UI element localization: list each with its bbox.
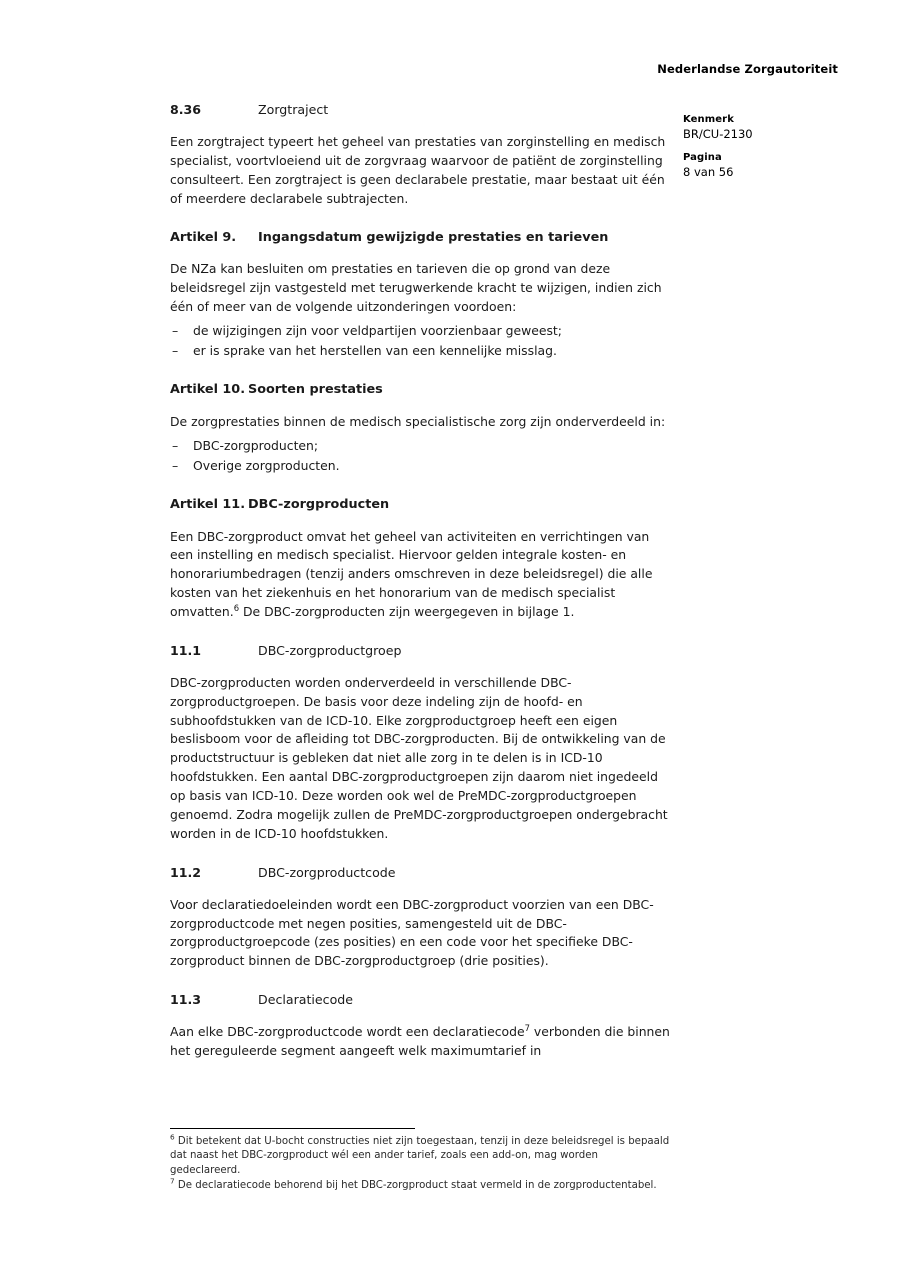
article-11-title: DBC-zorgproducten [248,497,390,513]
article-11-paragraph [170,528,670,622]
article-10-list [170,437,670,476]
section-title: DBC-zorgproductcode [258,864,396,880]
section-number: 11.2 [170,864,202,880]
article-11-text-part1: Een DBC-zorgproduct omvat het geheel van activiteiten en verrichtingen van een instelling en medisch specialist. Hiervoor gelden integrale kosten- en honorariumbedragen (tenzij anders omschreven in deze beleidsregel) die alle kosten van het ziekenhuis en het honorarium van de medisch specialist omvatten. [170,528,653,619]
list-item: – er is sprake van het herstellen van een kennelijke misslag. [170,342,670,361]
document-meta [683,113,863,180]
section-number: 11.1 [170,642,202,658]
footnote-7-marker: 7 [170,1177,175,1187]
article-10-heading [170,380,670,399]
footnote-6-text: Dit betekent dat U-bocht constructies niet zijn toegestaan, tenzij in deze beleidsregel is bepaald dat naast het DBC-zorgproduct wél een ander tarief, zoals een add-on, mag worden gedeclareerd. [170,1136,670,1176]
article-9-heading [170,228,670,247]
section-11-2-paragraph: Voor declaratiedoeleinden wordt een DBC-zorgproduct voorzien van een DBC-zorgproductcode met negen posities, samengesteld uit de DBC-zorgproductgroepcode (zes posities) en een code voor het specifieke DBC-zorgproduct binnen de DBC-zorgproductgroep (drie posities). [170,896,654,969]
article-9-paragraph: De NZa kan besluiten om prestaties en tarieven die op grond van deze beleidsregel zijn vastgesteld met terugwerkende kracht te wijzigen, indien zich één of meer van de volgende uitzonderingen voordoen: [170,260,662,314]
section-11-3-text-part1: Aan elke DBC-zorgproductcode wordt een declaratiecode [170,1024,525,1040]
list-item: – DBC-zorgproducten; [170,437,670,456]
section-number: 8.36 [170,102,202,117]
section-11-1-paragraph: DBC-zorgproducten worden onderverdeeld in verschillende DBC-zorgproductgroepen. De basis voor deze indeling zijn de hoofd- en subhoofdstukken van de ICD-10. Elke zorgproductgroep heeft een eigen beslisboom voor de afleiding tot DBC-zorgproducten. Bij de ontwikkeling van de productstructuur is gebleken dat niet alle zorg in te delen is in ICD-10 hoofdstukken. Een aantal DBC-zorgproductgroepen zijn daarom niet ingedeeld op basis van ICD-10. Deze worden ook wel de PreMDC-zorgproductgroepen genoemd. Zodra mogelijk zullen de PreMDC-zorgproductgroepen ondergebracht worden in de ICD-10 hoofdstukken. [170,674,668,841]
footnotes-area [170,1128,670,1195]
footnote-ref-6: 6 [233,602,240,613]
article-11-text-part2: De DBC-zorgproducten zijn weergegeven in bijlage 1. [239,603,575,619]
article-10-label: Artikel 10. [170,382,246,398]
article-10-title: Soorten prestaties [248,382,383,398]
footnote-separator [170,1128,415,1129]
list-item: – de wijzigingen zijn voor veldpartijen voorzienbaar geweest; [170,322,670,341]
section-title: DBC-zorgproductgroep [258,642,402,658]
section-heading-11-1 [170,641,670,660]
section-title: Declaratiecode [258,992,354,1008]
pagina-label: Pagina [683,152,722,164]
footnote-ref-7: 7 [524,1023,530,1034]
kenmerk-value: BR/CU-2130 [683,126,753,141]
section-8-36-paragraph: Een zorgtraject typeert het geheel van prestaties van zorginstelling en medisch specialist, voortvloeiend uit de zorgvraag waarvoor de patiënt de zorginstelling consulteert. Een zorgtraject is geen declarabele prestatie, maar bestaat uit één of meerdere declarabele subtrajecten. [170,134,666,206]
section-11-3-paragraph [170,1023,670,1061]
article-9-list [170,322,670,361]
organisation-name: Nederlandse Zorgautoriteit [657,62,838,76]
article-11-heading [170,495,670,514]
article-11-label: Artikel 11. [170,497,246,513]
footnote-6-marker: 6 [170,1132,175,1142]
section-title: Zorgtraject [258,102,329,117]
article-9-label: Artikel 9. [170,229,237,245]
section-11-3-text-part2: verbonden die binnen het gereguleerde segment aangeeft welk maximumtarief in [170,1024,670,1059]
section-heading-11-3 [170,990,670,1009]
section-number: 11.3 [170,992,202,1008]
section-heading-11-2 [170,863,670,882]
article-9-title: Ingangsdatum gewijzigde prestaties en tarieven [258,229,609,245]
footnote-7 [170,1179,670,1193]
pagina-value: 8 van 56 [683,164,734,179]
footnote-6 [170,1132,670,1178]
kenmerk-label: Kenmerk [683,114,734,125]
article-10-paragraph: De zorgprestaties binnen de medisch specialistische zorg zijn onderverdeeld in: [170,413,666,429]
footnote-7-text: De declaratiecode behorend bij het DBC-zorgproduct staat vermeld in de zorgproductentabel. [174,1180,657,1192]
document-body [170,100,670,1080]
section-heading-8-36 [170,100,670,119]
list-item: – Overige zorgproducten. [170,457,670,476]
